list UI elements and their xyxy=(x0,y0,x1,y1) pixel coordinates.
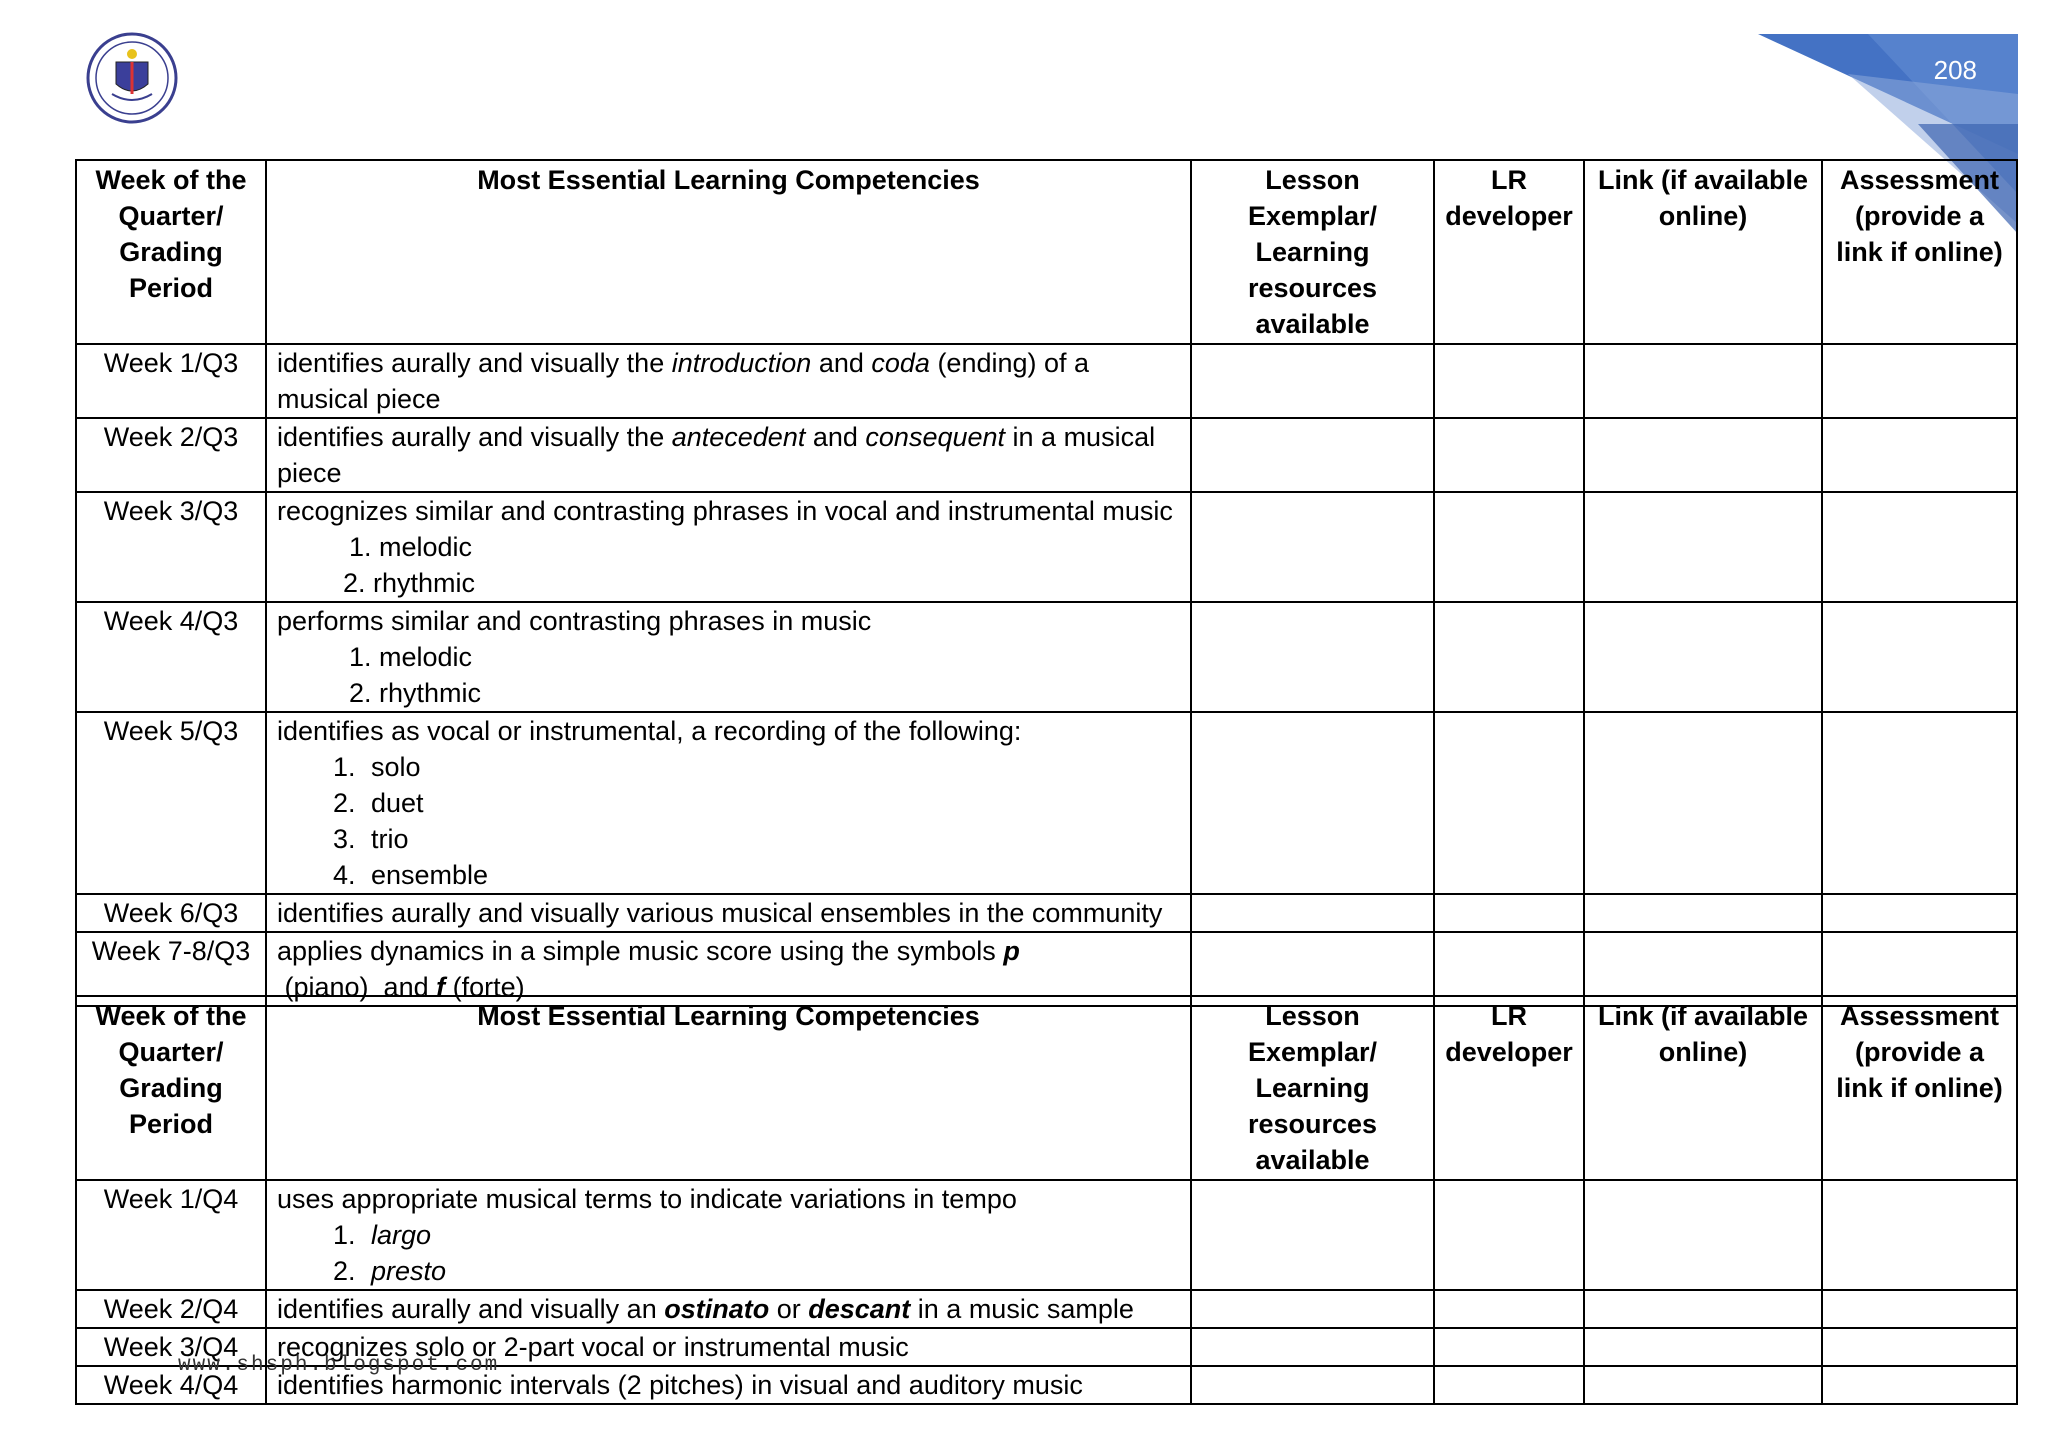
header-assessment: Assessment (provide a link if online) xyxy=(1822,160,2017,344)
competency-cell: identifies harmonic intervals (2 pitches) in visual and auditory music xyxy=(266,1366,1191,1404)
empty-cell xyxy=(1822,492,2017,602)
header-lesson-exemplar: Lesson Exemplar/ Learning resources available xyxy=(1191,996,1434,1180)
numbered-list xyxy=(277,1217,1180,1289)
week-cell: Week 5/Q3 xyxy=(76,712,266,894)
empty-cell xyxy=(1434,1328,1584,1366)
empty-cell xyxy=(1822,712,2017,894)
week-cell: Week 2/Q3 xyxy=(76,418,266,492)
empty-cell xyxy=(1822,1180,2017,1290)
week-cell: Week 3/Q4 xyxy=(76,1328,266,1366)
table-row xyxy=(76,1180,2017,1290)
empty-cell xyxy=(1191,492,1434,602)
competency-cell: recognizes solo or 2-part vocal or instrumental music xyxy=(266,1328,1191,1366)
empty-cell xyxy=(1434,418,1584,492)
empty-cell xyxy=(1584,712,1822,894)
empty-cell xyxy=(1191,1180,1434,1290)
empty-cell xyxy=(1584,492,1822,602)
week-cell: Week 1/Q3 xyxy=(76,344,266,418)
sub-item: 1. melodic xyxy=(349,642,473,672)
empty-cell xyxy=(1584,1328,1822,1366)
empty-cell xyxy=(1191,602,1434,712)
empty-cell xyxy=(1584,1290,1822,1328)
melc-table-q4 xyxy=(75,995,2018,1405)
list-item: 1. solo xyxy=(363,749,1180,785)
footer-watermark: www.shsph.blogspot.com xyxy=(178,1354,500,1377)
empty-cell xyxy=(1191,1290,1434,1328)
empty-cell xyxy=(1584,1180,1822,1290)
table-row xyxy=(76,894,2017,932)
competency-cell: performs similar and contrasting phrases in music 1. melodic 2. rhythmic xyxy=(266,602,1191,712)
list-item: 3. trio xyxy=(363,821,1180,857)
table-header-row xyxy=(76,160,2017,344)
empty-cell xyxy=(1822,418,2017,492)
deped-seal-icon xyxy=(86,32,178,124)
empty-cell xyxy=(1822,344,2017,418)
list-item: 2. duet xyxy=(363,785,1180,821)
list-item: 1. largo xyxy=(363,1217,1180,1253)
header-lesson-exemplar: Lesson Exemplar/ Learning resources available xyxy=(1191,160,1434,344)
sub-item: 2. rhythmic xyxy=(349,678,482,708)
empty-cell xyxy=(1434,344,1584,418)
empty-cell xyxy=(1191,1328,1434,1366)
week-cell: Week 6/Q3 xyxy=(76,894,266,932)
empty-cell xyxy=(1434,1290,1584,1328)
empty-cell xyxy=(1822,602,2017,712)
table-row xyxy=(76,418,2017,492)
table-row xyxy=(76,344,2017,418)
empty-cell xyxy=(1822,894,2017,932)
table-header-row xyxy=(76,996,2017,1180)
empty-cell xyxy=(1584,1366,1822,1404)
table-row xyxy=(76,602,2017,712)
competency-cell: recognizes similar and contrasting phrases in vocal and instrumental music 1. melodic 2. rhythmic xyxy=(266,492,1191,602)
empty-cell xyxy=(1584,602,1822,712)
header-lr-developer: LR developer xyxy=(1434,996,1584,1180)
competency-cell: uses appropriate musical terms to indicate variations in tempo 1. largo 2. presto xyxy=(266,1180,1191,1290)
week-cell: Week 3/Q3 xyxy=(76,492,266,602)
empty-cell xyxy=(1191,418,1434,492)
header-competencies: Most Essential Learning Competencies xyxy=(266,160,1191,344)
empty-cell xyxy=(1584,894,1822,932)
empty-cell xyxy=(1434,894,1584,932)
week-cell: Week 7-8/Q3 xyxy=(76,932,266,1006)
empty-cell xyxy=(1191,344,1434,418)
page-number: 208 xyxy=(1933,55,1977,85)
empty-cell xyxy=(1822,1290,2017,1328)
competency-cell: identifies aurally and visually the introduction and coda (ending) of a musical piece xyxy=(266,344,1191,418)
numbered-list xyxy=(277,749,1180,893)
header-assessment: Assessment (provide a link if online) xyxy=(1822,996,2017,1180)
header-link: Link (if available online) xyxy=(1584,160,1822,344)
empty-cell xyxy=(1584,418,1822,492)
header-week: Week of the Quarter/ Grading Period xyxy=(76,160,266,344)
table-row xyxy=(76,1290,2017,1328)
competency-cell: identifies aurally and visually the antecedent and consequent in a musical piece xyxy=(266,418,1191,492)
header-link: Link (if available online) xyxy=(1584,996,1822,1180)
table-row xyxy=(76,492,2017,602)
competency-cell: identifies as vocal or instrumental, a recording of the following: 1. solo 2. duet 3. trio 4. ensemble xyxy=(266,712,1191,894)
empty-cell xyxy=(1191,894,1434,932)
empty-cell xyxy=(1191,712,1434,894)
empty-cell xyxy=(1822,1366,2017,1404)
list-item: 4. ensemble xyxy=(363,857,1180,893)
list-item: 2. presto xyxy=(363,1253,1180,1289)
empty-cell xyxy=(1584,344,1822,418)
header-competencies: Most Essential Learning Competencies xyxy=(266,996,1191,1180)
competency-cell: identifies aurally and visually an ostinato or descant in a music sample xyxy=(266,1290,1191,1328)
table-row xyxy=(76,712,2017,894)
empty-cell xyxy=(1434,1180,1584,1290)
week-cell: Week 4/Q4 xyxy=(76,1366,266,1404)
empty-cell xyxy=(1434,492,1584,602)
week-cell: Week 1/Q4 xyxy=(76,1180,266,1290)
header-week: Week of the Quarter/ Grading Period xyxy=(76,996,266,1180)
week-cell: Week 4/Q3 xyxy=(76,602,266,712)
empty-cell xyxy=(1434,712,1584,894)
empty-cell xyxy=(1434,602,1584,712)
competency-cell: identifies aurally and visually various musical ensembles in the community xyxy=(266,894,1191,932)
empty-cell xyxy=(1822,1328,2017,1366)
sub-item: 1. melodic xyxy=(349,532,473,562)
sub-item: 2. rhythmic xyxy=(343,568,476,598)
melc-table-q3 xyxy=(75,159,2018,1007)
competency-cell: applies dynamics in a simple music score using the symbols p (piano) and f (forte) xyxy=(266,932,1191,1006)
empty-cell xyxy=(1191,1366,1434,1404)
week-cell: Week 2/Q4 xyxy=(76,1290,266,1328)
empty-cell xyxy=(1434,1366,1584,1404)
header-lr-developer: LR developer xyxy=(1434,160,1584,344)
